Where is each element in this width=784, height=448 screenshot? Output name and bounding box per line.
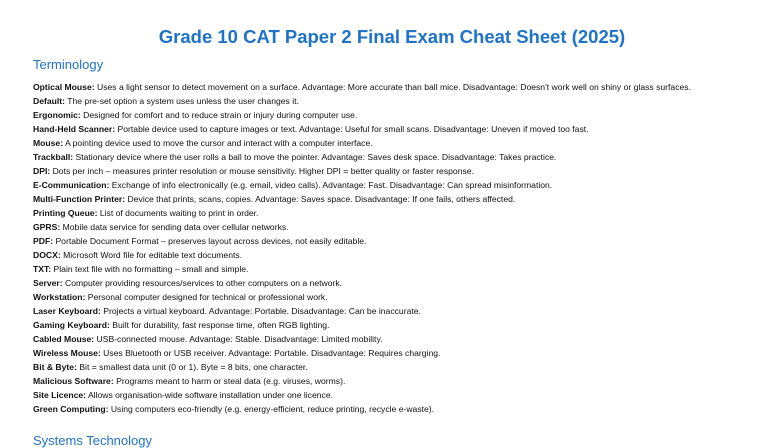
term-name: TXT: [33,264,52,274]
term-definition: List of documents waiting to print in order. [99,208,259,218]
term-name: Site Licence: [33,390,87,400]
term-name: DPI: [33,166,51,176]
term-name: Ergonomic: [33,110,81,120]
term-name: Hand-Held Scanner: [33,124,116,134]
list-item [33,248,778,262]
term-name: Default: [33,96,65,106]
list-item [33,346,778,360]
list-item [33,94,778,108]
list-item [33,332,778,346]
term-definition: Uses Bluetooth or USB receiver. Advantage: Portable. Disadvantage: Requires charging. [103,348,441,358]
list-item [33,206,778,220]
term-definition: Built for durability, fast response time, often RGB lighting. [112,320,330,330]
term-definition: Allows organisation-wide software installation under one licence. [87,390,333,400]
term-name: Wireless Mouse: [33,348,101,358]
section-heading-terminology: Terminology [33,57,104,72]
list-item [33,402,778,416]
term-name: Optical Mouse: [33,82,95,92]
list-item [33,150,778,164]
term-definition: USB-connected mouse. Advantage: Stable. Disadvantage: Limited mobility. [96,334,383,344]
term-definition: Exchange of info electronically (e.g. email, video calls). Advantage: Fast. Disadvantage: Can spread misinformation. [111,180,553,190]
list-item [33,122,778,136]
term-name: Cabled Mouse: [33,334,95,344]
term-name: Bit & Byte: [33,362,77,372]
term-definition: Microsoft Word file for editable text documents. [63,250,243,260]
term-definition: Uses a light sensor to detect movement on a surface. Advantage: More accurate than ball mice. Disadvantage: Doesn't work well on shiny or glass surfaces. [97,82,691,92]
list-item [33,374,778,388]
list-item [33,80,778,94]
list-item [33,318,778,332]
terminology-list [33,80,778,416]
term-definition: Device that prints, scans, copies. Advantage: Saves space. Disadvantage: If one fails, others affected. [127,194,516,204]
term-name: DOCX: [33,250,61,260]
term-name: Workstation: [33,292,86,302]
list-item [33,136,778,150]
list-item [33,234,778,248]
term-name: Server: [33,278,63,288]
term-definition: Stationary device where the user rolls a ball to move the pointer. Advantage: Saves desk space. Disadvantage: Takes practice. [75,152,557,162]
term-name: E-Communication: [33,180,110,190]
page-title: Grade 10 CAT Paper 2 Final Exam Cheat Sheet (2025) [158,26,626,47]
term-name: Multi-Function Printer: [33,194,126,204]
list-item [33,290,778,304]
term-definition: Dots per inch – measures printer resolution or mouse sensitivity. Higher DPI = better quality or faster response. [52,166,474,176]
list-item [33,360,778,374]
term-definition: Portable device used to capture images or text. Advantage: Useful for small scans. Disadvantage: Uneven if moved too fast. [117,124,589,134]
term-definition: Personal computer designed for technical or professional work. [87,292,328,302]
term-definition: Plain text file with no formatting – small and simple. [53,264,249,274]
term-definition: The pre-set option a system uses unless the user changes it. [67,96,299,106]
term-definition: Programs meant to harm or steal data (e.g. viruses, worms). [116,376,346,386]
section-heading-systems-technology: Systems Technology [33,433,152,448]
list-item [33,388,778,402]
term-name: Green Computing: [33,404,109,414]
term-name: Malicious Software: [33,376,114,386]
term-name: Mouse: [33,138,64,148]
term-definition: Using computers eco-friendly (e.g. energy-efficient, reduce printing, recycle e-waste). [110,404,435,414]
list-item [33,304,778,318]
term-name: GPRS: [33,222,61,232]
list-item [33,276,778,290]
term-name: Trackball: [33,152,74,162]
term-name: Printing Queue: [33,208,98,218]
list-item [33,108,778,122]
term-definition: A pointing device used to move the cursor and interact with a computer interface. [65,138,373,148]
list-item [33,192,778,206]
term-definition: Computer providing resources/services to other computers on a network. [65,278,343,288]
term-name: Laser Keyboard: [33,306,101,316]
term-definition: Portable Document Format – preserves layout across devices, not easily editable. [55,236,367,246]
list-item [33,164,778,178]
term-definition: Designed for comfort and to reduce strain or injury during computer use. [83,110,358,120]
term-definition: Bit = smallest data unit (0 or 1). Byte = 8 bits, one character. [79,362,308,372]
list-item [33,220,778,234]
term-definition: Projects a virtual keyboard. Advantage: Portable. Disadvantage: Can be inaccurate. [103,306,421,316]
term-name: PDF: [33,236,54,246]
term-name: Gaming Keyboard: [33,320,110,330]
list-item [33,262,778,276]
term-definition: Mobile data service for sending data over cellular networks. [62,222,289,232]
list-item [33,178,778,192]
